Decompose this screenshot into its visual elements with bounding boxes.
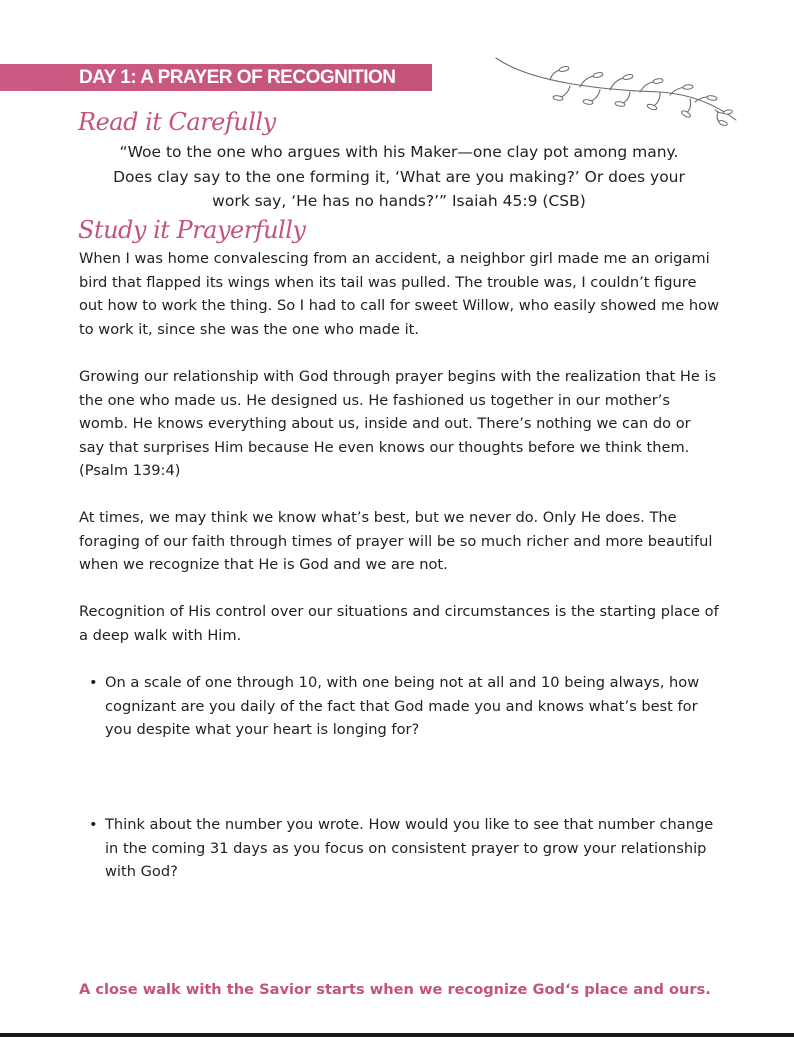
leafy-branch-icon xyxy=(490,52,742,128)
bullet-icon: • xyxy=(89,816,98,833)
verse-line: “Woe to the one who argues with his Maker—one clay pot among many. xyxy=(119,143,679,161)
scripture-verse xyxy=(79,140,719,214)
list-item xyxy=(79,671,719,742)
paragraph-origami: When I was home convalescing from an accident, a neighbor girl made me an origami bird that flapped its wings when its tail was pulled. The trouble was, I couldn’t figure out how to work the thing. So I had to call for sweet Willow, who easily showed me how to work it, since she was the one who made it. xyxy=(79,250,720,338)
bullet-question-number: Think about the number you wrote. How would you like to see that number change in the coming 31 days as you focus on consistent prayer to grow your relationship with God? xyxy=(105,816,714,880)
paragraph-relationship: Growing our relationship with God through prayer begins with the realization that He is the one who made us. He designed us. He fashioned us together in our mother’s womb. He knows everything about us, inside and out. There’s nothing we can do or say that surprises Him because He even knows our thoughts before we think them.(Psalm 139:4) xyxy=(79,368,717,479)
read-it-carefully-heading: Read it Carefully xyxy=(78,108,276,136)
study-it-prayerfully-heading: Study it Prayerfully xyxy=(78,216,306,244)
bullet-question-scale: On a scale of one through 10, with one being not at all and 10 being always, how cognizant are you daily of the fact that God made you and knows what’s best for you despite what your heart is longing for? xyxy=(105,674,700,738)
page-title: DAY 1: A PRAYER OF RECOGNITION xyxy=(79,67,396,88)
paragraph-best: At times, we may think we know what’s best, but we never do. Only He does. The foraging of our faith through times of prayer will be so much richer and more beautiful when we recognize that He is God and we are not. xyxy=(79,509,713,573)
footer-quote: A close walk with the Savior starts when we recognize God‘s place and ours. xyxy=(79,981,711,998)
bottom-divider xyxy=(0,1033,794,1037)
verse-line: work say, ‘He has no hands?’” Isaiah 45:9 (CSB) xyxy=(212,192,586,210)
paragraph-recognition: Recognition of His control over our situations and circumstances is the starting place of a deep walk with Him. xyxy=(79,603,719,644)
verse-line: Does clay say to the one forming it, ‘What are you making?’ Or does your xyxy=(113,167,685,186)
bullet-icon: • xyxy=(89,674,98,691)
list-item xyxy=(79,813,719,884)
